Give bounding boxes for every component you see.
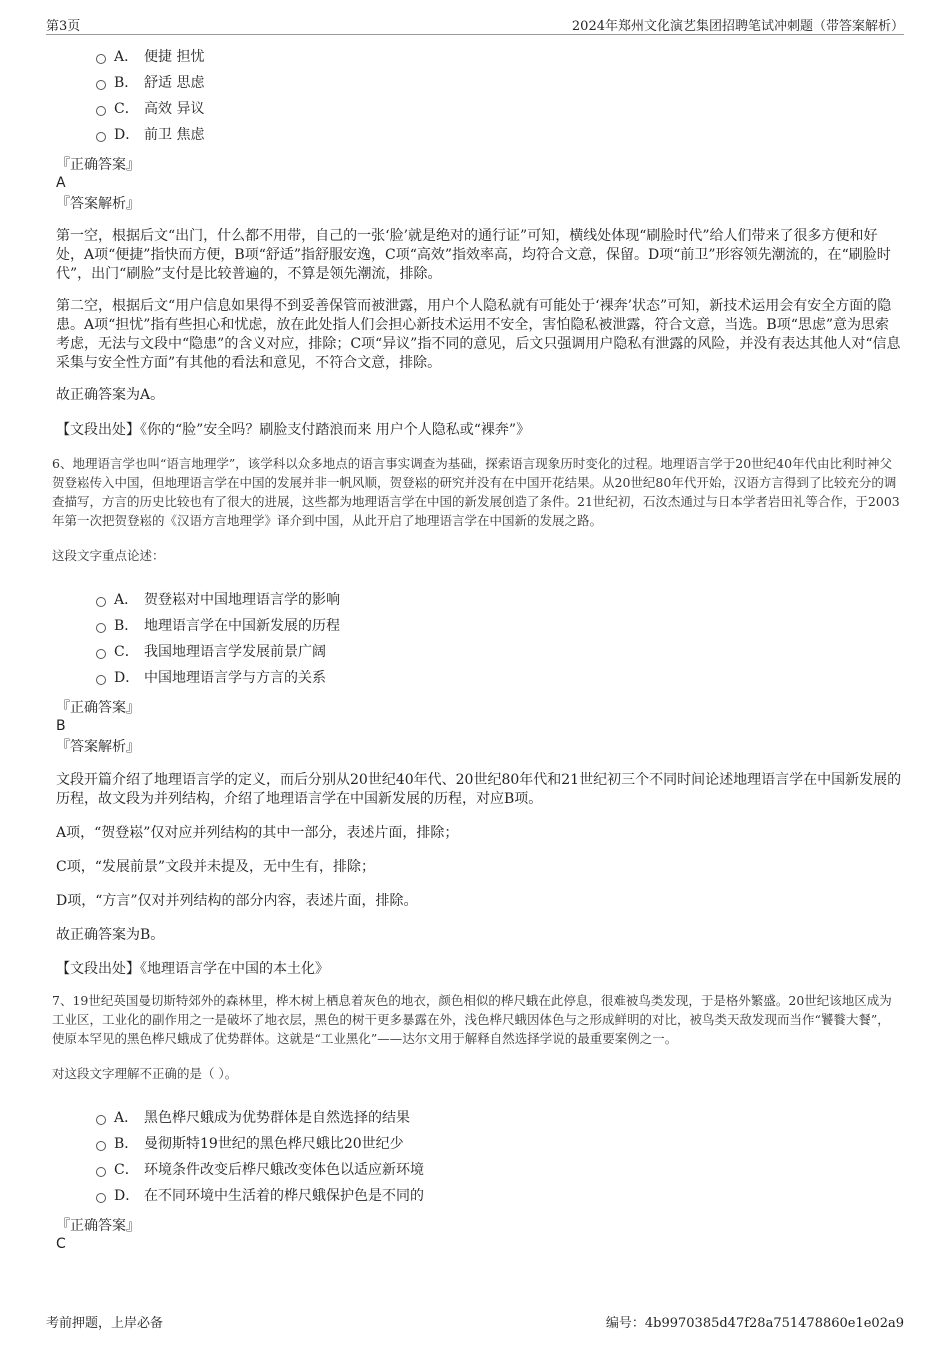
option-text: 曼彻斯特19世纪的黑色桦尺蛾比20世纪少 bbox=[144, 1136, 404, 1152]
q6-answer: B bbox=[56, 718, 66, 734]
page-header bbox=[46, 14, 904, 35]
option-key: C． bbox=[114, 1162, 139, 1178]
q6-option-d[interactable] bbox=[96, 665, 902, 691]
option-text: 环境条件改变后桦尺蛾改变体色以适应新环境 bbox=[144, 1162, 424, 1178]
q5-conclusion: 故正确答案为A。 bbox=[56, 387, 165, 403]
radio-icon[interactable] bbox=[96, 132, 106, 142]
q5-option-b[interactable] bbox=[96, 70, 902, 96]
option-text: 便捷 担忧 bbox=[144, 49, 205, 65]
q6-question: 这段文字重点论述： bbox=[52, 548, 165, 563]
option-text: 中国地理语言学与方言的关系 bbox=[144, 670, 326, 686]
q7-answer-label: 『正确答案』 bbox=[56, 1218, 140, 1234]
q5-option-d[interactable] bbox=[96, 122, 902, 148]
radio-icon[interactable] bbox=[96, 649, 106, 659]
option-key: A． bbox=[114, 1110, 139, 1126]
q6-analysis-para: A项，“贺登崧”仅对应并列结构的其中一部分，表述片面，排除； bbox=[56, 825, 459, 841]
page-number: 第3页 bbox=[46, 19, 81, 34]
footer-slogan: 考前押题，上岸必备 bbox=[46, 1316, 164, 1331]
document-body bbox=[52, 44, 902, 1253]
q6-analysis-para: C项，“发展前景”文段并未提及，无中生有，排除； bbox=[56, 859, 376, 875]
q6-conclusion: 故正确答案为B。 bbox=[56, 927, 165, 943]
option-key: A． bbox=[114, 592, 139, 608]
radio-icon[interactable] bbox=[96, 597, 106, 607]
q7-stem: 7、19世纪英国曼切斯特郊外的森林里，桦木树上栖息着灰色的地衣，颜色相似的桦尺蛾在此停息，很难被鸟类发现，于是格外繁盛。20世纪该地区成为工业区，工业化的副作用之一是破坏了地衣层，黑色的树干更多暴露在外，浅色桦尺蛾因体色与之形成鲜明的对比，被鸟类天敌发现而当作“饕餮大餐”，使原本罕见的黑色桦尺蛾成了优势群体。这就是“工业黑化”——达尔文用于解释自然选择学说的最重要案例之一。 bbox=[52, 993, 892, 1046]
q6-source: 【文段出处】《地理语言学在中国的本土化》 bbox=[56, 961, 329, 977]
radio-icon[interactable] bbox=[96, 1167, 106, 1177]
q5-answer: A bbox=[56, 175, 66, 191]
q7-question: 对这段文字理解不正确的是（ ）。 bbox=[52, 1066, 238, 1081]
option-text: 黑色桦尺蛾成为优势群体是自然选择的结果 bbox=[144, 1110, 410, 1126]
document-title: 2024年郑州文化演艺集团招聘笔试冲刺题（带答案解析） bbox=[571, 19, 904, 34]
option-text: 在不同环境中生活着的桦尺蛾保护色是不同的 bbox=[144, 1188, 424, 1204]
q5-answer-label: 『正确答案』 bbox=[56, 157, 140, 173]
option-text: 贺登崧对中国地理语言学的影响 bbox=[144, 592, 340, 608]
option-key: D． bbox=[114, 670, 140, 686]
radio-icon[interactable] bbox=[96, 80, 106, 90]
q5-analysis-para: 第二空，根据后文“用户信息如果得不到妥善保管而被泄露，用户个人隐私就有可能处于‘裸奔’状态”可知，新技术运用会有安全方面的隐患。A项“担忧”指有些担心和忧虑，放在此处指人们会担心新技术运用不安全，害怕隐私被泄露，符合文意，当选。B项“思虑”意为思索考虑，无法与文段中“隐患”的含义对应，排除；C项“异议”指不同的意见，后文只强调用户隐私有泄露的风险，并没有表达其他人对“信息采集与安全性方面”有其他的看法和意见，不符合文意，排除。 bbox=[56, 298, 901, 371]
q5-option-c[interactable] bbox=[96, 96, 902, 122]
q5-options bbox=[96, 44, 902, 148]
radio-icon[interactable] bbox=[96, 623, 106, 633]
q5-option-a[interactable] bbox=[96, 44, 902, 70]
option-key: D． bbox=[114, 127, 140, 143]
option-key: A． bbox=[114, 49, 139, 65]
option-text: 我国地理语言学发展前景广阔 bbox=[144, 644, 326, 660]
q6-option-b[interactable] bbox=[96, 613, 902, 639]
q7-option-b[interactable] bbox=[96, 1131, 902, 1157]
q6-analysis-label: 『答案解析』 bbox=[56, 739, 140, 755]
radio-icon[interactable] bbox=[96, 106, 106, 116]
q5-source: 【文段出处】《你的“脸”安全吗？刷脸支付踏浪而来 用户个人隐私或“裸奔”》 bbox=[56, 422, 531, 438]
option-key: B． bbox=[114, 618, 139, 634]
option-text: 舒适 思虑 bbox=[144, 75, 205, 91]
q7-options bbox=[96, 1105, 902, 1209]
option-text: 地理语言学在中国新发展的历程 bbox=[144, 618, 340, 634]
option-key: C． bbox=[114, 644, 139, 660]
q6-analysis-para: D项，“方言”仅对并列结构的部分内容，表述片面，排除。 bbox=[56, 893, 418, 909]
q5-analysis-label: 『答案解析』 bbox=[56, 196, 140, 212]
q6-option-c[interactable] bbox=[96, 639, 902, 665]
q6-analysis-para: 文段开篇介绍了地理语言学的定义，而后分别从20世纪40年代、20世纪80年代和21世纪初三个不同时间论述地理语言学在中国新发展的历程，故文段为并列结构，介绍了地理语言学在中国新发展的历程，对应B项。 bbox=[56, 772, 902, 807]
option-text: 前卫 焦虑 bbox=[144, 127, 205, 143]
q7-option-c[interactable] bbox=[96, 1157, 902, 1183]
q6-option-a[interactable] bbox=[96, 587, 902, 613]
radio-icon[interactable] bbox=[96, 54, 106, 64]
option-text: 高效 异议 bbox=[144, 101, 205, 117]
option-key: C． bbox=[114, 101, 139, 117]
option-key: B． bbox=[114, 75, 139, 91]
q6-stem: 6、地理语言学也叫“语言地理学”，该学科以众多地点的语言事实调查为基础，探索语言现象历时变化的过程。地理语言学于20世纪40年代由比利时神父贺登崧传入中国，但地理语言学在中国的发展并非一帆风顺，贺登崧的研究并没有在中国开花结果。从20世纪80年代开始，汉语方言得到了比较充分的调查描写，方言的历史比较也有了很大的进展，这些都为地理语言学在中国的新发展创造了条件。21世纪初，石汝杰通过与日本学者岩田礼等合作，于2003年第一次把贺登崧的《汉语方言地理学》译介到中国，从此开启了地理语言学在中国新的发展之路。 bbox=[52, 456, 900, 528]
document-id: 编号：4b9970385d47f28a751478860e1e02a9 bbox=[605, 1316, 904, 1331]
q7-option-a[interactable] bbox=[96, 1105, 902, 1131]
radio-icon[interactable] bbox=[96, 1141, 106, 1151]
q6-options bbox=[96, 587, 902, 691]
radio-icon[interactable] bbox=[96, 1193, 106, 1203]
radio-icon[interactable] bbox=[96, 1115, 106, 1125]
q6-answer-label: 『正确答案』 bbox=[56, 700, 140, 716]
option-key: D． bbox=[114, 1188, 140, 1204]
q7-option-d[interactable] bbox=[96, 1183, 902, 1209]
option-key: B． bbox=[114, 1136, 139, 1152]
q5-analysis-para: 第一空，根据后文“出门，什么都不用带，自己的一张‘脸’就是绝对的通行证”可知，横线处体现“刷脸时代”给人们带来了很多方便和好处，A项“便捷”指快而方便，B项“舒适”指舒服安逸，C项“高效”指效率高，均符合文意，保留。D项“前卫”形容领先潮流的，在“刷脸时代”，出门“刷脸”支付是比较普遍的，不算是领先潮流，排除。 bbox=[56, 228, 891, 282]
radio-icon[interactable] bbox=[96, 675, 106, 685]
q7-answer: C bbox=[56, 1236, 66, 1252]
